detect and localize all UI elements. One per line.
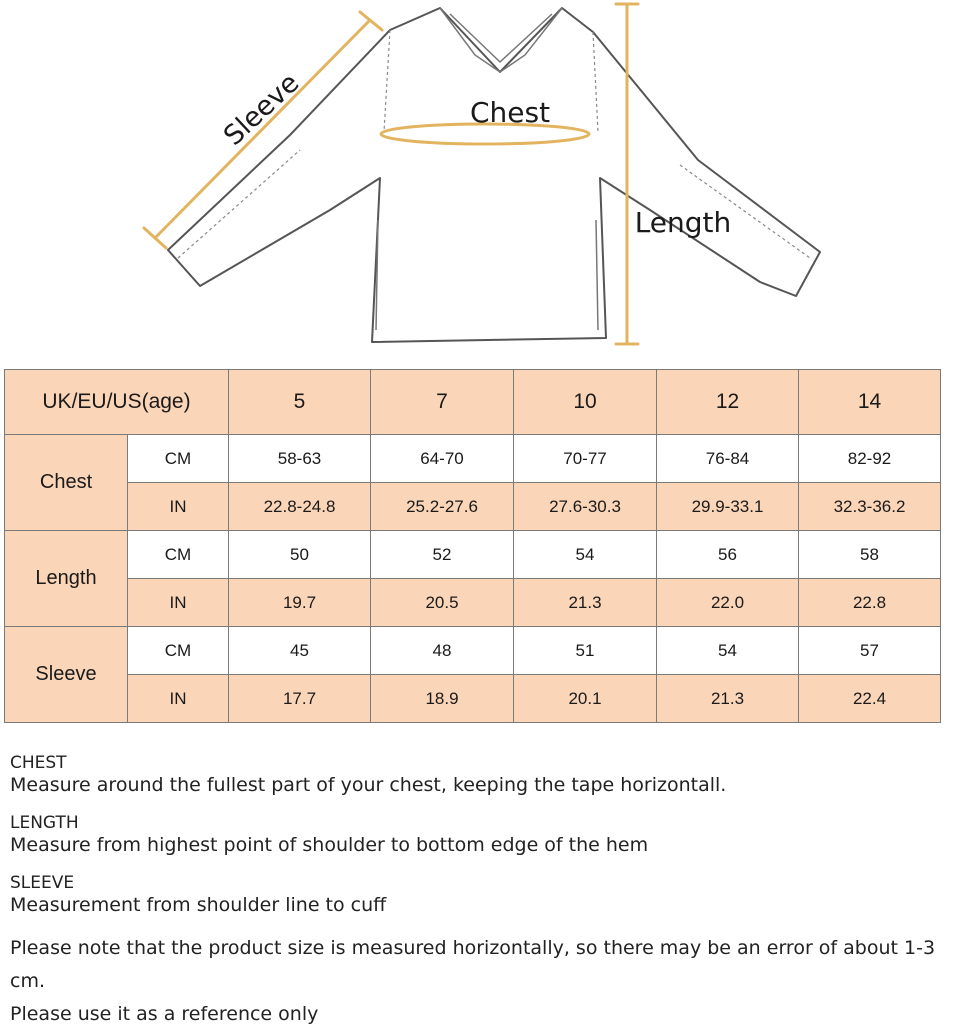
length-note-text: Measure from highest point of shoulder to bottom edge of the hem [10,834,649,856]
table-cell: 58-63 [229,435,371,483]
table-cell: 21.3 [657,675,799,723]
chest-note-text: Measure around the fullest part of your chest, keeping the tape horizontall. [10,774,727,796]
sleeve-note-title: SLEEVE [10,873,75,893]
sleeve-note [10,872,975,917]
unit-cm: CM [128,435,229,483]
table-cell: 64-70 [371,435,514,483]
sleeve-note-text: Measurement from shoulder line to cuff [10,894,387,916]
size-disclaimer [10,932,975,1031]
size-chart-table [4,369,941,723]
table-row [5,675,941,723]
table-cell: 20.5 [371,579,514,627]
table-row [5,483,941,531]
chest-note-title: CHEST [10,753,67,773]
disclaimer-line-1: Please note that the product size is measured horizontally, so there may be an error of about 1-3 cm. [10,937,936,992]
table-cell: 82-92 [799,435,941,483]
age-header: 14 [799,370,941,435]
table-cell: 51 [514,627,657,675]
chest-label: Chest [469,96,551,129]
table-cell: 76-84 [657,435,799,483]
age-header: 10 [514,370,657,435]
table-cell: 19.7 [229,579,371,627]
table-cell: 22.4 [799,675,941,723]
table-row [5,627,941,675]
unit-cm: CM [128,531,229,579]
length-row-label: Length [5,531,128,627]
age-header: 5 [229,370,371,435]
table-cell: 54 [514,531,657,579]
age-header: 7 [371,370,514,435]
table-cell: 22.8-24.8 [229,483,371,531]
garment-illustration [0,0,979,360]
table-cell: 70-77 [514,435,657,483]
chest-row-label: Chest [5,435,128,531]
table-cell: 17.7 [229,675,371,723]
shirt-outline [168,8,820,342]
table-cell: 56 [657,531,799,579]
length-note [10,812,975,857]
table-cell: 18.9 [371,675,514,723]
age-header: 12 [657,370,799,435]
table-cell: 54 [657,627,799,675]
table-cell: 20.1 [514,675,657,723]
table-cell: 45 [229,627,371,675]
unit-in: IN [128,579,229,627]
corner-header: UK/EU/US(age) [5,370,229,435]
table-cell: 29.9-33.1 [657,483,799,531]
table-row [5,531,941,579]
table-cell: 32.3-36.2 [799,483,941,531]
disclaimer-line-2: Please use it as a reference only [10,1003,319,1025]
table-cell: 48 [371,627,514,675]
table-cell: 25.2-27.6 [371,483,514,531]
unit-in: IN [128,483,229,531]
unit-cm: CM [128,627,229,675]
unit-in: IN [128,675,229,723]
table-cell: 27.6-30.3 [514,483,657,531]
table-cell: 58 [799,531,941,579]
table-header-row [5,370,941,435]
measurement-notes [10,752,975,1031]
shirt-diagram [0,0,979,360]
table-cell: 22.0 [657,579,799,627]
table-cell: 50 [229,531,371,579]
table-cell: 57 [799,627,941,675]
chest-note [10,752,975,797]
table-row [5,435,941,483]
table-cell: 21.3 [514,579,657,627]
length-label: Length [634,206,732,239]
table-row [5,579,941,627]
sleeve-label: Sleeve [218,67,306,152]
sleeve-row-label: Sleeve [5,627,128,723]
table-cell: 22.8 [799,579,941,627]
table-cell: 52 [371,531,514,579]
length-note-title: LENGTH [10,813,79,833]
